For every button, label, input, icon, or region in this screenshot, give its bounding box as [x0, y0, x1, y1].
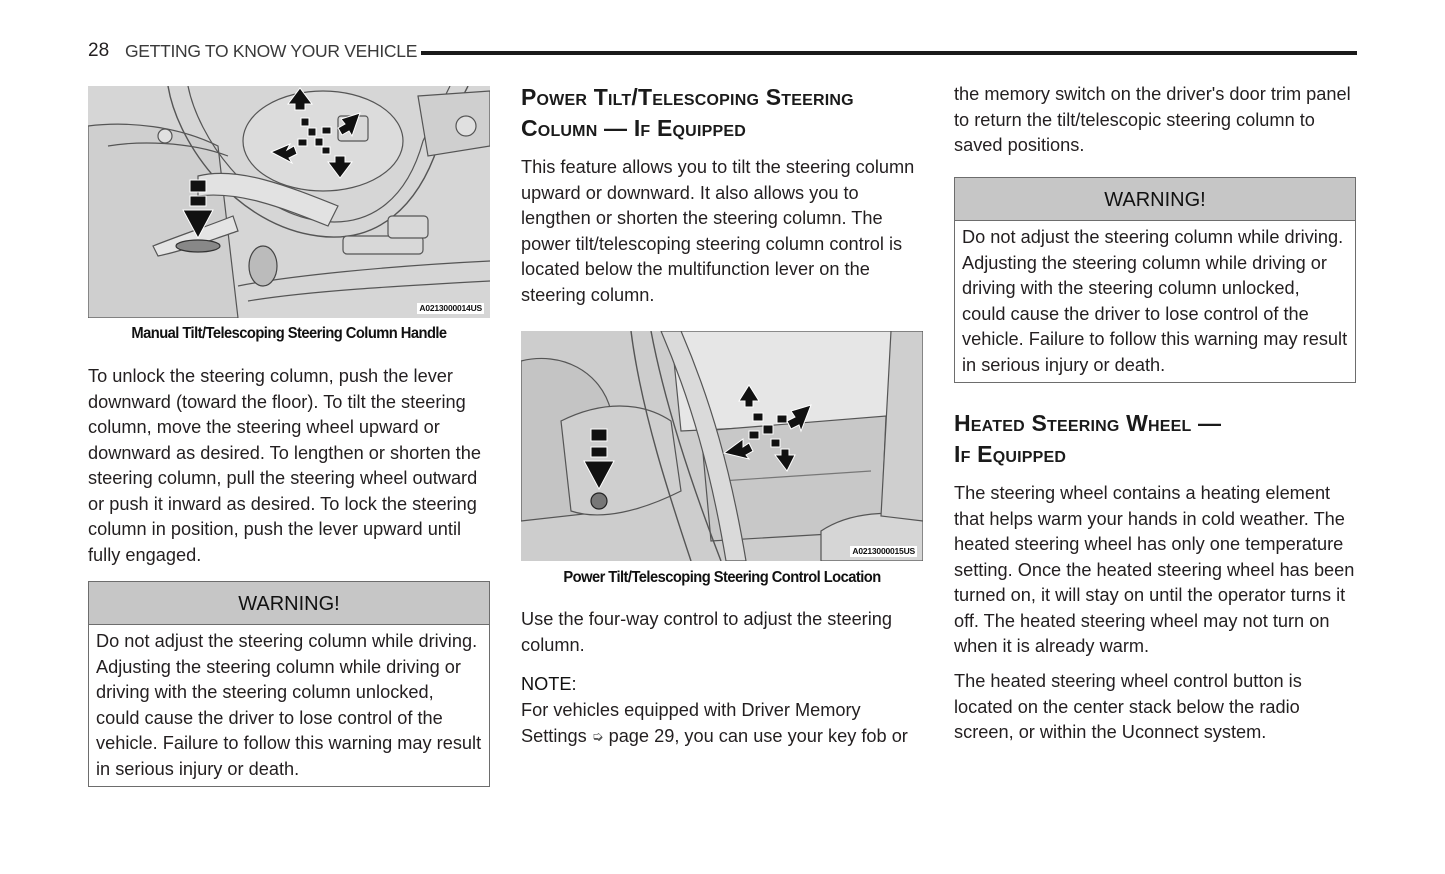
note-text	[521, 698, 926, 749]
note-text-before: For vehicles equipped with Driver Memory Settings	[521, 700, 861, 746]
power-tilt-illustration	[521, 331, 923, 561]
heated-wheel-description: The steering wheel contains a heating element that helps warm your hands in cold weather. The heated steering wheel has only one temperature setting. Once the heated steering wheel has been turned on, it will stay on until the operator turns it off. The heated steering wheel may not turn on when it is already warm.	[954, 483, 1355, 656]
heading-line-2: If Equipped	[954, 441, 1067, 467]
figure-manual-tilt	[88, 86, 490, 318]
memory-switch-text: the memory switch on the driver's door trim panel to return the tilt/telescopic steering column to saved positions.	[954, 84, 1351, 155]
figure-code: A0213000014US	[419, 303, 482, 313]
page-header	[88, 38, 1358, 64]
section-heading-power-tilt	[521, 82, 926, 144]
heading-line-2: Column — If Equipped	[521, 115, 746, 141]
note-label: NOTE:	[521, 674, 577, 694]
four-way-control-text: Use the four-way control to adjust the steering column.	[521, 609, 893, 655]
heading-line-1: Power Tilt/Telescoping Steering	[521, 84, 854, 110]
power-tilt-description: This feature allows you to tilt the steering column upward or downward. It also allows you to lengthen or shorten the steering column. The power tilt/telescoping steering column control is located below the multifunction lever on the steering column.	[521, 157, 915, 305]
warning-title: WARNING!	[89, 582, 489, 625]
heading-line-1: Heated Steering Wheel —	[954, 410, 1222, 436]
unlock-instructions: To unlock the steering column, push the lever downward (toward the floor). To tilt the steering column, move the steering wheel upward or downward as desired. To lengthen or shorten the steering column, pull the steering wheel outward or push it inward as desired. To lock the steering column in position, push the lever upward until fully engaged.	[88, 366, 481, 565]
page-ref-arrow-icon: ➭	[591, 727, 604, 744]
chapter-title: GETTING TO KNOW YOUR VEHICLE	[125, 41, 418, 61]
figure-caption: Power Tilt/Telescoping Steering Control Location	[563, 569, 881, 586]
page-reference-link[interactable]: page 29	[608, 725, 675, 746]
warning-title: WARNING!	[955, 178, 1355, 221]
warning-box	[954, 177, 1356, 383]
figure-power-tilt	[521, 331, 923, 561]
warning-box	[88, 581, 490, 787]
section-heading-heated-wheel	[954, 408, 1359, 470]
heated-wheel-button-location: The heated steering wheel control button is located on the center stack below the radio screen, or within the Uconnect system.	[954, 671, 1302, 742]
note-text-after: , you can use your key fob or	[674, 725, 908, 746]
warning-text: Do not adjust the steering column while driving. Adjusting the steering column while driving or driving with the steering column unlocked, could cause the driver to lose control of the vehicle. Failure to follow this warning may result in serious injury or death.	[962, 227, 1348, 375]
header-rule	[421, 51, 1357, 55]
page-number: 28	[88, 40, 110, 61]
warning-text: Do not adjust the steering column while driving. Adjusting the steering column while driving or driving with the steering column unlocked, could cause the driver to lose control of the vehicle. Failure to follow this warning may result in serious injury or death.	[96, 631, 482, 779]
figure-code: A0213000015US	[852, 546, 915, 556]
figure-caption: Manual Tilt/Telescoping Steering Column Handle	[131, 325, 447, 342]
manual-tilt-illustration	[88, 86, 490, 318]
